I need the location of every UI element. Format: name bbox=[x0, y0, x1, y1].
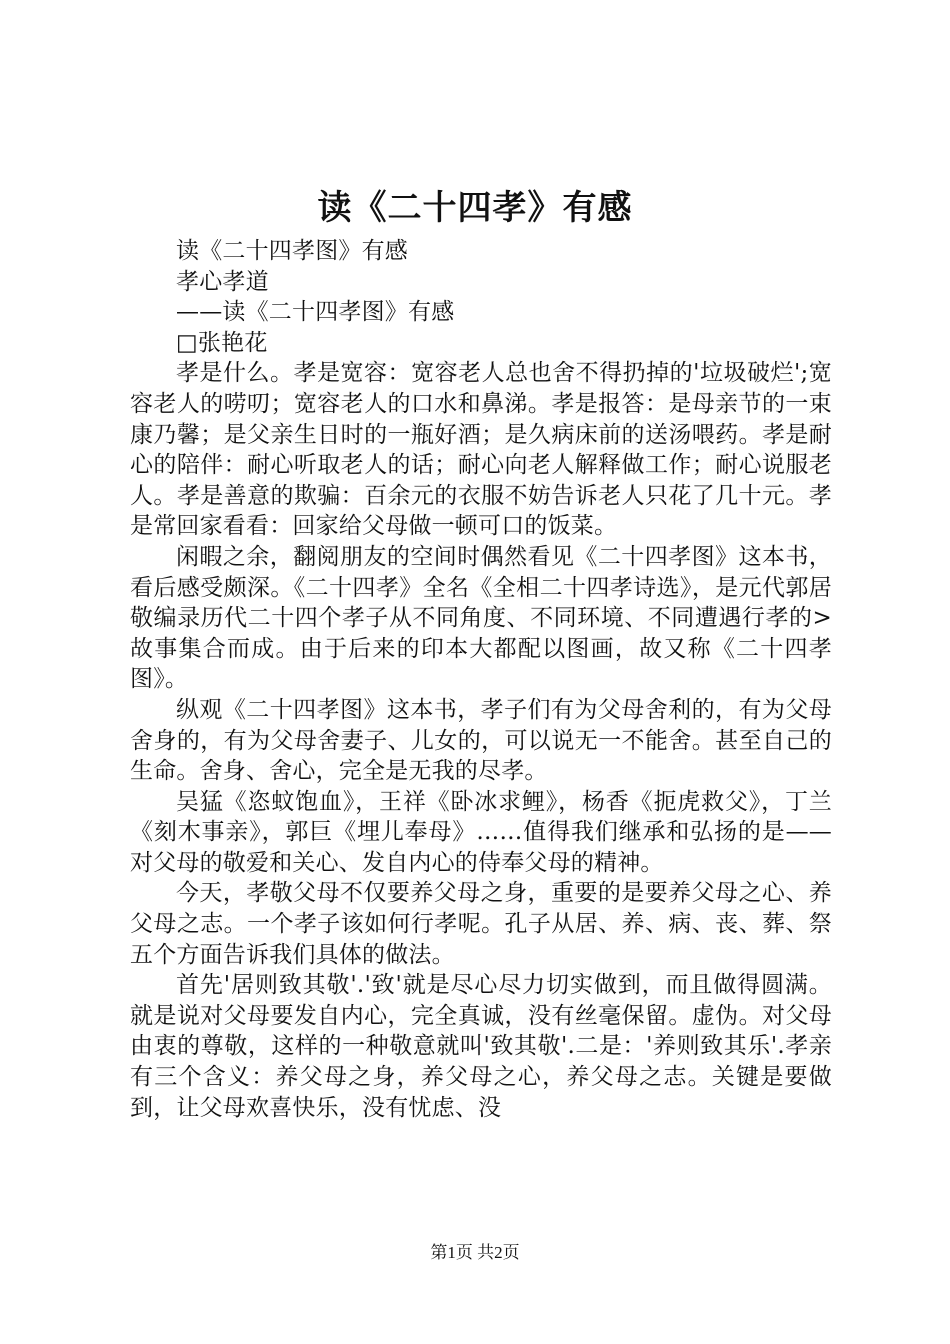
page-footer bbox=[0, 1240, 950, 1266]
subtitle-line: 孝心孝道 bbox=[176, 268, 269, 295]
page-number: 第1页 bbox=[430, 1243, 473, 1262]
body-paragraph: 闲暇之余，翻阅朋友的空间时偶然看见《二十四孝图》这本书，看后感受颇深。《二十四孝》全名《全相二十四孝诗选》，是元代郭居敬编录历代二十四个孝子从不同角度、不同环境、不同遭遇行孝的>故事集合而成。由于后来的印本大都配以图画，故又称《二十四孝图》。 bbox=[130, 543, 832, 693]
author-line: □张艳花 bbox=[176, 329, 268, 356]
subtitle-line: ——读《二十四孝图》有感 bbox=[176, 299, 455, 326]
subtitle-line: 读《二十四孝图》有感 bbox=[176, 238, 408, 264]
body-paragraph: 孝是什么。孝是宽容：宽容老人总也舍不得扔掉的'垃圾破烂';宽容老人的唠叨；宽容老人的口水和鼻涕。孝是报答：是母亲节的一束康乃馨；是父亲生日时的一瓶好酒；是久病床前的送汤喂药。孝是耐心的陪伴：耐心听取老人的话；耐心向老人解释做工作；耐心说服老人。孝是善意的欺骗：百余元的衣服不妨告诉老人只花了几十元。孝是常回家看看：回家给父母做一顿可口的饭菜。 bbox=[130, 360, 832, 540]
document-body bbox=[130, 236, 832, 1123]
body-paragraph: 首先'居则致其敬'.'致'就是尽心尽力切实做到，而且做得圆满。就是说对父母要发自内心，完全真诚，没有丝毫保留。虚伪。对父母由衷的尊敬，这样的一种敬意就叫'致其敬'.二是：'养则致其乐'.孝亲有三个含义：养父母之身，养父母之心，养父母之志。关键是要做到，让父母欢喜快乐，没有忧虑、没 bbox=[130, 972, 832, 1121]
page-total: 共2页 bbox=[477, 1243, 520, 1262]
body-paragraph: 吴猛《恣蚊饱血》，王祥《卧冰求鲤》，杨香《扼虎救父》，丁兰《刻木事亲》，郭巨《埋儿奉母》……值得我们继承和弘扬的是——对父母的敬爱和关心、发自内心的侍奉父母的精神。 bbox=[130, 788, 832, 876]
body-paragraph: 纵观《二十四孝图》这本书，孝子们有为父母舍利的，有为父母舍身的，有为父母舍妻子、儿女的，可以说无一不能舍。甚至自己的生命。舍身、舍心，完全是无我的尽孝。 bbox=[130, 696, 832, 785]
body-paragraph: 今天，孝敬父母不仅要养父母之身，重要的是要养父母之心、养父母之志。一个孝子该如何行孝呢。孔子从居、养、病、丧、葬、祭五个方面告诉我们具体的做法。 bbox=[130, 880, 832, 968]
document-title: 读《二十四孝》有感 bbox=[317, 188, 633, 228]
